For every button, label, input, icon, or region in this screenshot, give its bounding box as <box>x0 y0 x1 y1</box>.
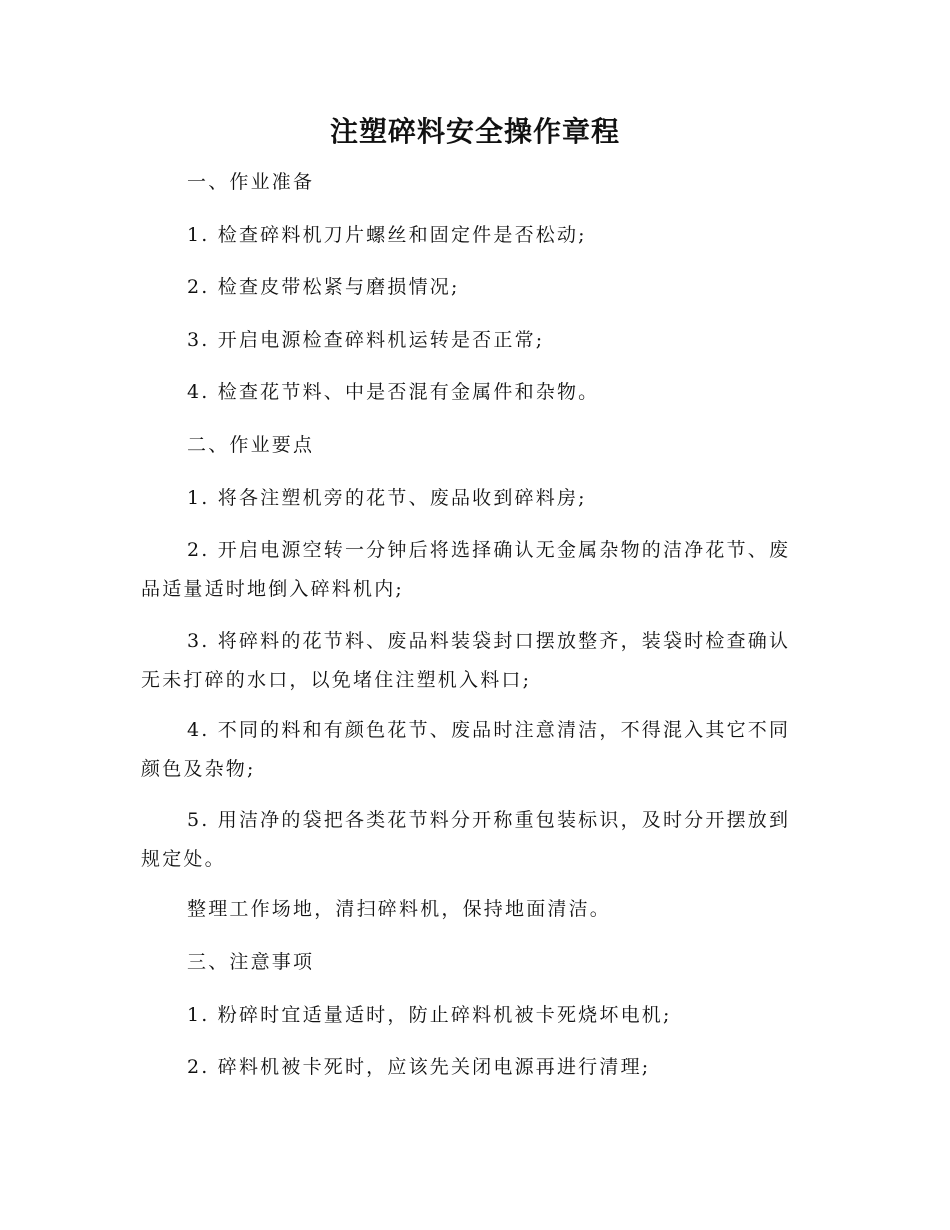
paragraph-prep-item-3: 3. 开启电源检查碎料机运转是否正常; <box>187 329 545 351</box>
paragraph-precaution-item-1: 1. 粉碎时宜适量适时，防止碎料机被卡死烧坏电机; <box>187 1004 672 1026</box>
section-heading-key-points: 二、作业要点 <box>187 434 315 456</box>
section-heading-preparation: 一、作业准备 <box>187 171 315 193</box>
paragraph-cleanup: 整理工作场地，清扫碎料机，保持地面清洁。 <box>187 898 612 920</box>
document-title: 注塑碎料安全操作章程 <box>329 115 620 148</box>
paragraph-key-item-5: 5. 用洁净的袋把各类花节料分开称重包装标识，及时分开摆放到规定处。 <box>141 809 791 870</box>
paragraph-prep-item-4: 4. 检查花节料、中是否混有金属件和杂物。 <box>187 381 600 403</box>
paragraph-prep-item-2: 2. 检查皮带松紧与磨损情况; <box>187 276 460 298</box>
paragraph-key-item-1: 1. 将各注塑机旁的花节、废品收到碎料房; <box>187 487 587 509</box>
section-heading-precautions: 三、注意事项 <box>187 951 315 973</box>
paragraph-key-item-2: 2. 开启电源空转一分钟后将选择确认无金属杂物的洁净花节、废品适量适时地倒入碎料机内; <box>141 539 791 600</box>
paragraph-key-item-3: 3. 将碎料的花节料、废品料装袋封口摆放整齐，装袋时检查确认无未打碎的水口，以免堵住注塑机入料口; <box>141 630 791 691</box>
paragraph-key-item-4: 4. 不同的料和有颜色花节、废品时注意清洁，不得混入其它不同颜色及杂物; <box>141 719 791 780</box>
paragraph-precaution-item-2: 2. 碎料机被卡死时，应该先关闭电源再进行清理; <box>187 1056 651 1078</box>
paragraph-prep-item-1: 1. 检查碎料机刀片螺丝和固定件是否松动; <box>187 224 587 246</box>
